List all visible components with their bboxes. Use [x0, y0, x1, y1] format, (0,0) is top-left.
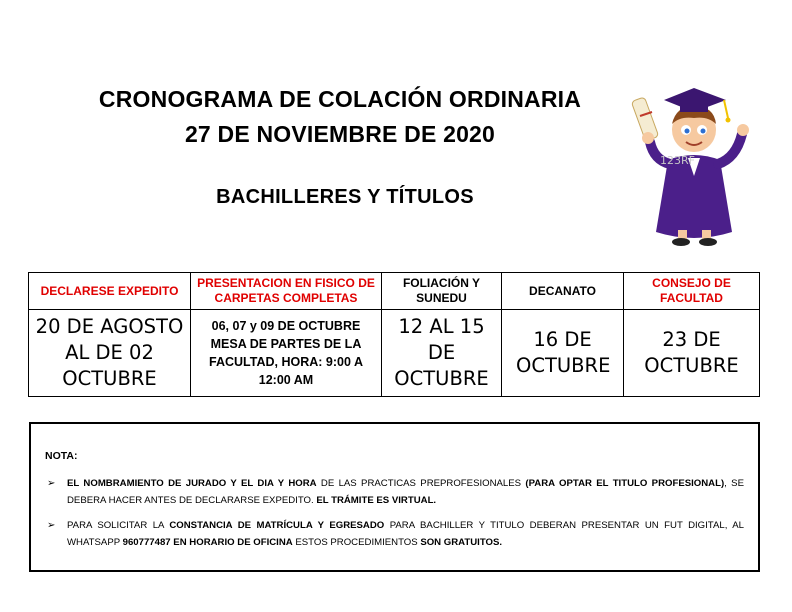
note-title: NOTA:	[45, 450, 78, 462]
table-row	[29, 310, 760, 397]
schedule-table	[28, 272, 760, 397]
note-item-jurado	[45, 475, 744, 509]
watermark-text: 123RF	[660, 154, 695, 167]
note-item2-text-2: PARA BACHILLER Y TITULO DEBERAN PRESENTAR UN FUT DIGITAL, AL WHATSAPP	[67, 520, 745, 548]
note-item1-bold-3: EL TRÁMITE ES VIRTUAL.	[316, 495, 437, 506]
note-item-constancia	[45, 517, 744, 551]
arrow-bullet-icon: ➢	[47, 520, 56, 531]
note-item2-bold-3: SON GRATUITOS.	[420, 537, 503, 548]
table-header-row	[29, 273, 760, 310]
note-item2-text-1: PARA SOLICITAR LA	[67, 520, 170, 531]
cell-decanato: 16 DE OCTUBRE	[502, 310, 624, 397]
cell-declarese-expedito: 20 DE AGOSTO AL DE 02 OCTUBRE	[29, 310, 191, 397]
note-item2-bold-2: 960777487 EN HORARIO DE OFICINA	[122, 537, 293, 548]
arrow-bullet-icon: ➢	[47, 478, 56, 489]
header-decanato: DECANATO	[502, 273, 624, 310]
header-declarese-expedito: DECLARESE EXPEDITO	[29, 273, 191, 310]
cell-presentacion-carpetas: 06, 07 y 09 DE OCTUBRE MESA DE PARTES DE LA FACULTAD, HORA: 9:00 A 12:00 AM	[191, 310, 382, 397]
note-item1-text-2: , SE DEBERA HACER ANTES DE DECLARARSE EXPEDITO.	[67, 478, 744, 506]
cell-consejo-facultad: 23 DE OCTUBRE	[624, 310, 760, 397]
note-item1-text-1: DE LAS PRACTICAS PREPROFESIONALES	[316, 478, 526, 489]
note-item2-bold-1: CONSTANCIA DE MATRÍCULA Y EGRESADO	[169, 520, 385, 531]
note-box	[29, 422, 760, 572]
note-item1-bold-1: EL NOMBRAMIENTO DE JURADO Y EL DIA Y HORA	[67, 478, 317, 489]
cell-foliacion-sunedu: 12 AL 15 DE OCTUBRE	[382, 310, 502, 397]
note-item2-text-3: ESTOS PROCEDIMIENTOS	[292, 537, 421, 548]
page-subtitle: BACHILLERES Y TÍTULOS	[216, 186, 474, 208]
header-presentacion-carpetas: PRESENTACION EN FISICO DE CARPETAS COMPLETAS	[191, 273, 382, 310]
page-title: CRONOGRAMA DE COLACIÓN ORDINARIA	[98, 86, 582, 112]
header-foliacion-sunedu: FOLIACIÓN Y SUNEDU	[382, 273, 502, 310]
header-consejo-facultad: CONSEJO DE FACULTAD	[624, 273, 760, 310]
ceremony-date: 27 DE NOVIEMBRE DE 2020	[184, 121, 496, 147]
note-item1-bold-2: (PARA OPTAR EL TITULO PROFESIONAL)	[525, 478, 725, 489]
